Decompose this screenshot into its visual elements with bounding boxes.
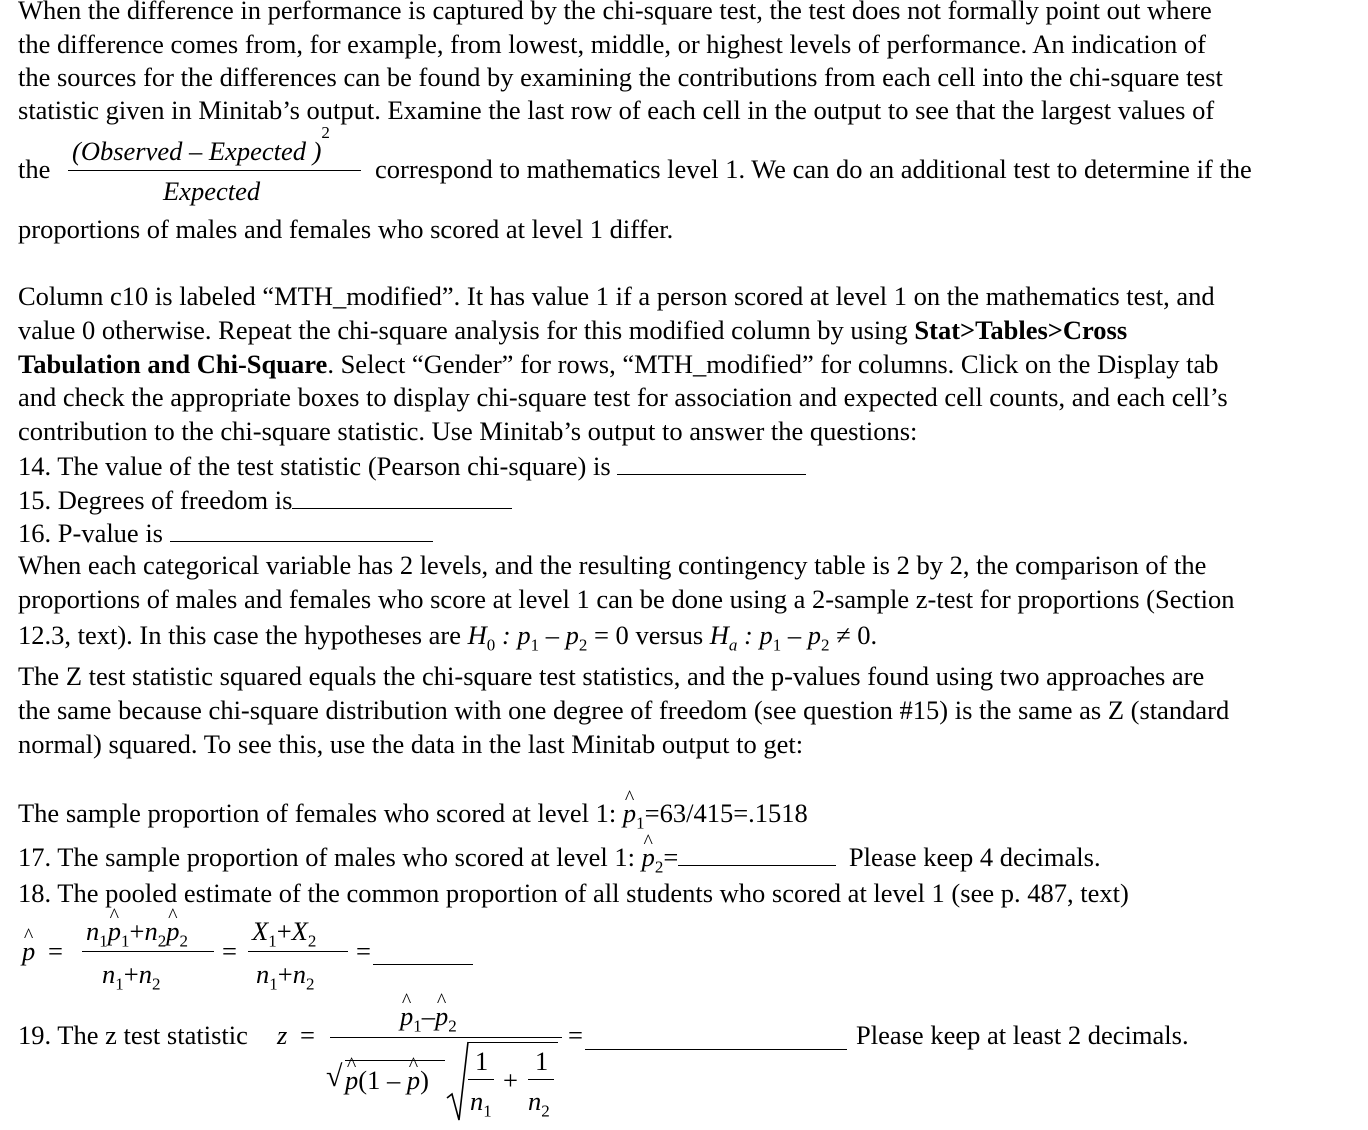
para1-line1: When the difference in performance is captured by the chi-square test, the test does not formally point out where — [18, 0, 1212, 25]
z-numerator — [400, 1000, 457, 1034]
pooled-equals-1: = — [48, 936, 63, 966]
p1-hat: ^ p — [623, 797, 636, 831]
sqrt-bar-2 — [468, 1042, 558, 1043]
question-16 — [18, 515, 433, 551]
n2-d: n — [528, 1086, 542, 1116]
minus-z: – — [421, 1001, 435, 1031]
p1-hat-z-sub: 1 — [413, 1016, 422, 1036]
para3-line2: proportions of males and females who score at level 1 can be done using a 2-sample z-test for proportions (Section — [18, 584, 1235, 614]
para3-line3 — [18, 619, 877, 653]
para3-line1: When each categorical variable has 2 levels, and the resulting contingency table is 2 by 2, the comparison of the — [18, 550, 1207, 580]
ha-p2-sub: 2 — [821, 635, 830, 655]
question-17 — [18, 839, 1101, 875]
h0-symbol: H — [467, 620, 487, 650]
ha-p1: : p — [737, 620, 773, 650]
question-19-text: 19. The z test statistic — [18, 1020, 248, 1050]
answer-14-blank[interactable] — [617, 448, 806, 475]
para2-line5: contribution to the chi-square statistic. Use Minitab’s output to answer the questions: — [18, 416, 918, 446]
n1-b: n — [102, 959, 116, 989]
plus-d: + — [277, 959, 293, 989]
one-over-n1-num: 1 — [475, 1046, 489, 1076]
pooled-p-hat: ^ p — [22, 935, 35, 969]
question-17-text: 17. The sample proportion of males who scored at level 1: — [18, 842, 635, 872]
p1-hat-z: ^ p — [400, 1000, 413, 1034]
p2-hat: ^ p — [642, 841, 655, 875]
one-over-n1-bar — [468, 1079, 494, 1080]
p-hat-d1: ^ p — [345, 1064, 358, 1098]
alternative-hypothesis — [709, 620, 871, 655]
question-18: 18. The pooled estimate of the common proportion of all students who scored at level 1 (see p. 487, text) — [18, 878, 1129, 908]
ha-symbol: H — [709, 620, 729, 650]
answer-15-blank[interactable] — [292, 482, 512, 509]
para2-line3-text: . Select “Gender” for rows, “MTH_modified” for columns. Click on the Display tab — [327, 349, 1219, 379]
female-proportion-line — [18, 797, 808, 831]
p-hat-d2: ^ p — [407, 1064, 420, 1098]
para2-line2-text: value 0 otherwise. Repeat the chi-square analysis for this modified column by using — [18, 315, 915, 345]
p1-hat-a-sub: 1 — [121, 931, 130, 951]
answer-19-blank[interactable] — [585, 1023, 847, 1050]
p2-hat-z-sub: 2 — [448, 1016, 457, 1036]
n1-a: n — [86, 916, 100, 946]
ha-end: ≠ 0 — [829, 620, 871, 650]
fraction-bar-1 — [68, 170, 361, 171]
pooled-denominator-2 — [256, 958, 314, 992]
null-hypothesis — [467, 620, 629, 655]
pooled-bar-1 — [82, 951, 214, 952]
para3-line3-text: 12.3, text). In this case the hypotheses are — [18, 620, 462, 650]
n1-d: n — [470, 1086, 484, 1116]
one-over-n1-den — [470, 1085, 492, 1119]
n1-b-sub: 1 — [115, 974, 124, 994]
p2-hat-sub: 2 — [654, 857, 664, 877]
ha-p2: – p — [781, 620, 821, 650]
pooled-bar-2 — [248, 951, 348, 952]
para1-line2: the difference comes from, for example, from lowest, middle, or highest levels of performance. An indication of — [18, 29, 1206, 59]
plus-b: + — [123, 959, 139, 989]
pooled-denominator-1 — [102, 958, 160, 992]
para1-line4: statistic given in Minitab’s output. Examine the last row of each cell in the output to see that the largest values of — [18, 95, 1215, 125]
pooled-equals-2: = — [222, 936, 237, 966]
answer-16-blank[interactable] — [170, 515, 433, 542]
numerator-exponent: 2 — [321, 123, 330, 143]
x1: X — [252, 916, 269, 946]
formula-expected-denominator: Expected — [163, 176, 261, 206]
x1-sub: 1 — [268, 931, 277, 951]
n2-b: n — [138, 959, 152, 989]
n2-b-sub: 2 — [151, 974, 161, 994]
h0-p2-sub: 2 — [578, 635, 588, 655]
p2-hat-z: ^ p — [435, 1000, 448, 1034]
question-14-text: 14. The value of the test statistic (Pearson chi-square) is — [18, 451, 611, 481]
h0-subscript: 0 — [486, 635, 496, 655]
female-proportion-text: The sample proportion of females who scored at level 1: — [18, 798, 617, 828]
female-proportion-value: =63/415=.1518 — [644, 798, 808, 828]
question-14 — [18, 448, 806, 484]
plus-c: + — [276, 916, 292, 946]
z-equals-2: = — [568, 1020, 583, 1050]
n1-d-sub: 1 — [483, 1101, 492, 1121]
answer-17-blank[interactable] — [678, 839, 836, 866]
n2-c: n — [292, 959, 306, 989]
para2-line1: Column c10 is labeled “MTH_modified”. It has value 1 if a person scored at level 1 on the mathematics test, and — [18, 281, 1215, 311]
z-fraction-bar — [330, 1037, 562, 1038]
para4-line2: the same because chi-square distribution with one degree of freedom (see question #15) is the same as Z (standard — [18, 695, 1230, 725]
menu-path-cross-tabulation: Tabulation and Chi-Square — [18, 349, 328, 379]
q17-equals: = — [663, 842, 679, 872]
question-15 — [18, 482, 512, 518]
h0-end: = 0 — [587, 620, 629, 650]
p2-hat-a-sub: 2 — [179, 931, 188, 951]
p2-hat-a: ^ p — [166, 915, 179, 949]
h0-p1-sub: 1 — [530, 635, 540, 655]
para1-line5-rest: correspond to mathematics level 1. We can do an additional test to determine if the — [375, 154, 1252, 184]
pooled-numerator-1 — [86, 915, 188, 949]
para4-line1: The Z test statistic squared equals the chi-square test statistics, and the p-values found using two approaches are — [18, 661, 1205, 691]
p1-hat-a: ^ p — [108, 915, 121, 949]
pooled-equals-3: = — [356, 936, 371, 966]
pooled-inner: (1 – — [358, 1065, 407, 1095]
q19-note: Please keep at least 2 decimals. — [856, 1020, 1189, 1050]
para2-line4: and check the appropriate boxes to display chi-square test for association and expected cell counts, and each cell’s — [18, 382, 1228, 412]
para1-line6: proportions of males and females who scored at level 1 differ. — [18, 214, 674, 244]
q17-note: Please keep 4 decimals. — [848, 842, 1101, 872]
para2-line2 — [18, 314, 1127, 348]
one-over-n2-den — [528, 1085, 550, 1119]
answer-18-blank[interactable] — [373, 938, 473, 965]
n1-c: n — [256, 959, 270, 989]
para1-line3: the sources for the differences can be found by examining the contributions from each cell into the chi-square test — [18, 62, 1223, 92]
pooled-variance-term: ^ p(1 – ^ p) — [345, 1064, 429, 1098]
p1-hat-sub: 1 — [636, 813, 645, 833]
h0-p1: : p — [495, 620, 531, 650]
para4-line3: normal) squared. To see this, use the data in the last Minitab output to get: — [18, 729, 804, 759]
question-16-text: 16. P-value is — [18, 518, 163, 548]
n2-d-sub: 2 — [541, 1101, 550, 1121]
para3-period: . — [870, 620, 878, 650]
question-15-text: 15. Degrees of freedom is — [18, 485, 293, 515]
sqrt-bar-1 — [345, 1060, 445, 1061]
n1-c-sub: 1 — [269, 974, 278, 994]
one-over-n2-bar — [528, 1079, 554, 1080]
menu-path-stat-tables: Stat>Tables>Cross — [914, 315, 1128, 345]
numerator-text: (Observed – Expected ) — [72, 136, 322, 166]
plus-sqrt: + — [503, 1065, 518, 1095]
pooled-numerator-2 — [252, 915, 316, 949]
x2-sub: 2 — [307, 931, 317, 951]
n2-c-sub: 2 — [305, 974, 315, 994]
one-over-n2-num: 1 — [535, 1046, 549, 1076]
para2-line3 — [18, 348, 1219, 382]
versus-word: versus — [635, 620, 704, 650]
ha-subscript: a — [728, 635, 738, 655]
n1-a-sub: 1 — [99, 931, 108, 951]
n2-a: n — [144, 916, 158, 946]
formula-observed-expected-numerator — [72, 123, 330, 169]
h0-p2: – p — [539, 620, 579, 650]
x2: X — [291, 916, 308, 946]
para1-the: the — [18, 154, 51, 184]
z-symbol: z — [277, 1020, 288, 1050]
plus-a: + — [129, 916, 145, 946]
n2-a-sub: 2 — [157, 931, 167, 951]
sqrt-icon-2 — [446, 1040, 470, 1122]
z-equals: = — [300, 1020, 315, 1050]
sqrt-icon-1: √ — [326, 1060, 343, 1093]
ha-p1-sub: 1 — [772, 635, 782, 655]
